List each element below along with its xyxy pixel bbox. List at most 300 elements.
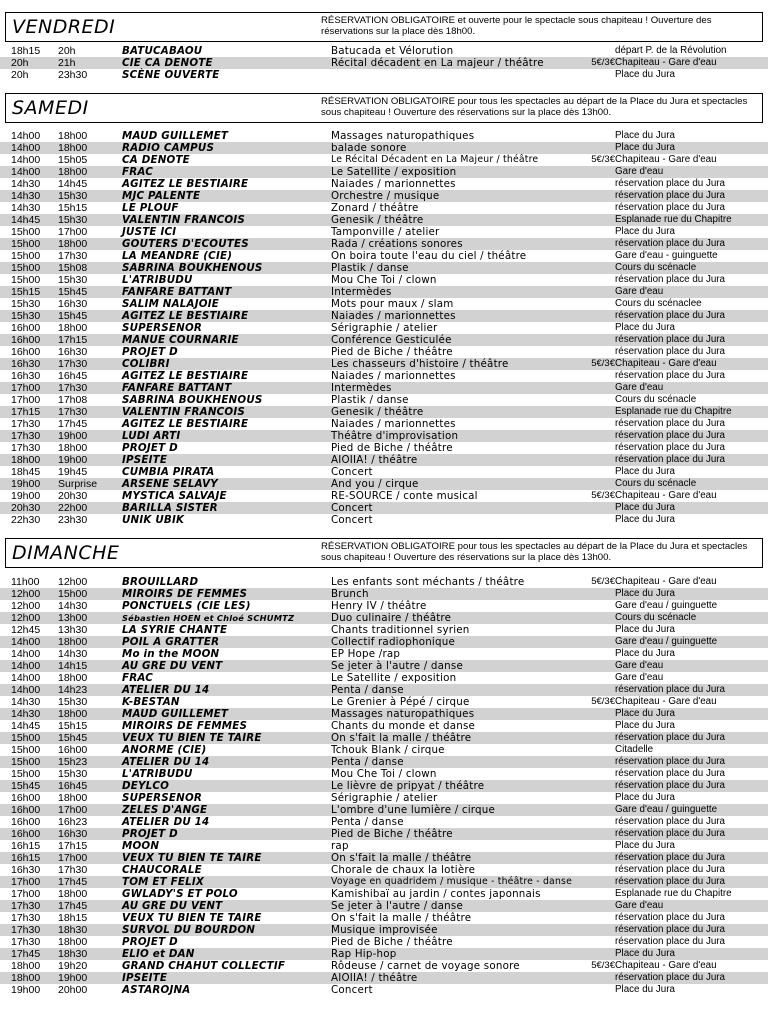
artist-name: ZELES D'ANGE (122, 804, 208, 816)
artist-name: AGITEZ LE BESTIAIRE (122, 370, 249, 382)
artist-name: VEUX TU BIEN TE TAIRE (122, 912, 262, 924)
show-title: Naiades / marionnettes (331, 418, 456, 430)
schedule-row (0, 828, 768, 840)
venue: Gare d'eau / guinguette (615, 804, 718, 815)
schedule-row (0, 178, 768, 190)
start-time: 16h30 (11, 358, 41, 370)
schedule-row (0, 840, 768, 852)
schedule-row (0, 744, 768, 756)
artist-name: VEUX TU BIEN TE TAIRE (122, 732, 262, 744)
artist-name: DEYLCO (122, 780, 170, 792)
venue: Place du Jura (615, 130, 675, 141)
schedule-row (0, 262, 768, 274)
start-time: 18h45 (11, 466, 41, 478)
venue: réservation place du Jura (615, 370, 726, 381)
schedule-row (0, 660, 768, 672)
end-time: 19h00 (58, 430, 88, 442)
start-time: 20h (11, 69, 29, 81)
day-header-samedi (5, 93, 763, 123)
schedule-row (0, 238, 768, 250)
start-time: 15h15 (11, 286, 41, 298)
start-time: 16h00 (11, 816, 41, 828)
end-time: 17h30 (58, 382, 88, 394)
venue: Place du Jura (615, 792, 675, 803)
day-title: SAMEDI (12, 97, 89, 119)
venue: réservation place du Jura (615, 178, 726, 189)
start-time: 17h30 (11, 912, 41, 924)
schedule-row (0, 876, 768, 888)
show-title: EP Hope /rap (331, 648, 401, 660)
artist-name: PROJET D (122, 442, 178, 454)
show-title: On boira toute l'eau du ciel / théâtre (331, 250, 527, 262)
artist-name: SALIM NALAJOIE (122, 298, 219, 310)
end-time: 14h30 (58, 648, 88, 660)
end-time: 18h00 (58, 936, 88, 948)
venue: réservation place du Jura (615, 780, 726, 791)
start-time: 14h00 (11, 648, 41, 660)
price: 5€/3€ (591, 960, 615, 971)
start-time: 18h00 (11, 960, 41, 972)
show-title: Naiades / marionnettes (331, 178, 456, 190)
start-time: 15h45 (11, 780, 41, 792)
end-time: 15h30 (58, 214, 88, 226)
start-time: 16h00 (11, 334, 41, 346)
venue: réservation place du Jura (615, 190, 726, 201)
artist-name: ARSENE SELAVY (122, 478, 218, 490)
start-time: 12h00 (11, 600, 41, 612)
schedule-row (0, 852, 768, 864)
artist-name: MJC PALENTE (122, 190, 201, 202)
show-title: L'ombre d'une lumière / cirque (331, 804, 496, 816)
show-title: RE-SOURCE / conte musical (331, 490, 478, 502)
show-title: Plastik / danse (331, 262, 409, 274)
reservation-note: RÉSERVATION OBLIGATOIRE et ouverte pour le spectacle sous chapiteau ! Ouverture des réservations sur la place dès 18h00. (321, 15, 712, 37)
schedule-row (0, 190, 768, 202)
artist-name: ELIO et DAN (122, 948, 195, 960)
venue: Place du Jura (615, 624, 675, 635)
end-time: 13h30 (58, 624, 88, 636)
venue: réservation place du Jura (615, 334, 726, 345)
schedule-row (0, 45, 768, 57)
schedule-row (0, 430, 768, 442)
start-time: 14h00 (11, 672, 41, 684)
end-time: 15h15 (58, 202, 88, 214)
show-title: Le lièvre de pripyat / théâtre (331, 780, 485, 792)
artist-name: MYSTICA SALVAJE (122, 490, 227, 502)
start-time: 14h30 (11, 190, 41, 202)
start-time: 16h30 (11, 864, 41, 876)
venue: réservation place du Jura (615, 732, 726, 743)
start-time: 17h15 (11, 406, 41, 418)
artist-name: MAUD GUILLEMET (122, 130, 229, 142)
end-time: 23h30 (58, 514, 88, 526)
show-title: Tamponville / atelier (331, 226, 440, 238)
show-title: Penta / danse (331, 756, 404, 768)
venue: réservation place du Jura (615, 238, 726, 249)
artist-name: CA DENOTE (122, 154, 190, 166)
venue: Esplanade rue du Chapitre (615, 406, 732, 417)
show-title: Théâtre d'improvisation (331, 430, 459, 442)
venue: Chapiteau - Gare d'eau (615, 576, 717, 587)
start-time: 15h00 (11, 744, 41, 756)
end-time: 20h30 (58, 490, 88, 502)
venue: Place du Jura (615, 69, 675, 80)
start-time: 16h00 (11, 828, 41, 840)
venue: Place du Jura (615, 708, 675, 719)
venue: Cours du scénacle (615, 612, 697, 623)
schedule-row (0, 792, 768, 804)
artist-name: SABRINA BOUKHENOUS (122, 262, 263, 274)
venue: réservation place du Jura (615, 202, 726, 213)
schedule-row (0, 490, 768, 502)
schedule-row (0, 696, 768, 708)
end-time: 18h30 (58, 924, 88, 936)
start-time: 15h00 (11, 250, 41, 262)
artist-name: PROJET D (122, 828, 178, 840)
schedule-row (0, 202, 768, 214)
end-time: 16h30 (58, 346, 88, 358)
start-time: 20h (11, 57, 29, 69)
schedule-samedi (0, 130, 768, 526)
schedule-row (0, 780, 768, 792)
price: 5€/3€ (591, 696, 615, 707)
schedule-row (0, 226, 768, 238)
show-title: Concert (331, 984, 373, 996)
end-time: 18h30 (58, 948, 88, 960)
end-time: 16h45 (58, 780, 88, 792)
artist-name: BATUCABAOU (122, 45, 203, 57)
show-title: Penta / danse (331, 816, 404, 828)
venue: Place du Jura (615, 226, 675, 237)
artist-name: SUPERSENOR (122, 322, 203, 334)
end-time: 17h15 (58, 840, 88, 852)
artist-name: LE PLOUF (122, 202, 179, 214)
show-title: Chorale de chaux la lotière (331, 864, 476, 876)
artist-name: TOM ET FELIX (122, 876, 205, 888)
end-time: 16h30 (58, 298, 88, 310)
end-time: 16h00 (58, 744, 88, 756)
end-time: 17h45 (58, 900, 88, 912)
show-title: Les enfants sont méchants / théâtre (331, 576, 525, 588)
show-title: Pied de Biche / théâtre (331, 936, 453, 948)
show-title: Concert (331, 466, 373, 478)
venue: Chapiteau - Gare d'eau (615, 696, 717, 707)
artist-name: MAUD GUILLEMET (122, 708, 229, 720)
artist-name: FANFARE BATTANT (122, 286, 232, 298)
show-title: Rap Hip-hop (331, 948, 397, 960)
end-time: 18h00 (58, 142, 88, 154)
venue: réservation place du Jura (615, 876, 726, 887)
schedule-row (0, 466, 768, 478)
artist-name: MOON (122, 840, 160, 852)
end-time: 16h45 (58, 370, 88, 382)
show-title: Intermèdes (331, 382, 392, 394)
schedule-row (0, 900, 768, 912)
show-title: Mou Che Toi / clown (331, 274, 437, 286)
start-time: 16h00 (11, 792, 41, 804)
end-time: 17h00 (58, 226, 88, 238)
show-title: Chants traditionnel syrien (331, 624, 470, 636)
end-time: 18h00 (58, 636, 88, 648)
schedule-row (0, 912, 768, 924)
venue: Cours du scénacle (615, 478, 697, 489)
end-time: 15h45 (58, 310, 88, 322)
schedule-vendredi (0, 45, 768, 81)
show-title: Plastik / danse (331, 394, 409, 406)
artist-name: BROUILLARD (122, 576, 199, 588)
start-time: 17h00 (11, 888, 41, 900)
artist-name: SCÈNE OUVERTE (122, 69, 220, 81)
start-time: 17h00 (11, 876, 41, 888)
end-time: 14h45 (58, 178, 88, 190)
venue: réservation place du Jura (615, 828, 726, 839)
artist-name: JUSTE ICI (122, 226, 177, 238)
artist-name: AU GRE DU VENT (122, 660, 223, 672)
end-time: 15h23 (58, 756, 88, 768)
venue: réservation place du Jura (615, 430, 726, 441)
start-time: 15h00 (11, 274, 41, 286)
schedule-row (0, 322, 768, 334)
artist-name: K-BESTAN (122, 696, 180, 708)
end-time: 18h00 (58, 322, 88, 334)
end-time: 18h00 (58, 442, 88, 454)
artist-name: SUPERSENOR (122, 792, 203, 804)
schedule-row (0, 406, 768, 418)
end-time: 18h00 (58, 888, 88, 900)
venue: réservation place du Jura (615, 924, 726, 935)
venue: Citadelle (615, 744, 654, 755)
artist-name: ASTAROJNA (122, 984, 191, 996)
artist-name: LA MEANDRE (CIE) (122, 250, 233, 262)
show-title: And you / cirque (331, 478, 419, 490)
show-title: Concert (331, 502, 373, 514)
schedule-row (0, 636, 768, 648)
venue: réservation place du Jura (615, 912, 726, 923)
venue: Chapiteau - Gare d'eau (615, 358, 717, 369)
end-time: 17h15 (58, 334, 88, 346)
end-time: 20h (58, 45, 76, 57)
venue: réservation place du Jura (615, 756, 726, 767)
artist-name: SURVOL DU BOURDON (122, 924, 256, 936)
end-time: 19h45 (58, 466, 88, 478)
show-title: Kamishibaï au jardin / contes japonnais (331, 888, 541, 900)
show-title: Rôdeuse / carnet de voyage sonore (331, 960, 520, 972)
schedule-row (0, 274, 768, 286)
artist-name: CHAUCORALE (122, 864, 202, 876)
artist-name: L'ATRIBUDU (122, 768, 193, 780)
artist-name: IPSEITE (122, 454, 168, 466)
start-time: 19h00 (11, 984, 41, 996)
reservation-note: RÉSERVATION OBLIGATOIRE pour tous les spectacles au départ de la Place du Jura et spectacles sous chapiteau ! Ouverture des réservations sur la place dès 13h00. (321, 96, 748, 118)
show-title: Sérigraphie / atelier (331, 322, 438, 334)
schedule-row (0, 576, 768, 588)
show-title: Pied de Biche / théâtre (331, 442, 453, 454)
price: 5€/3€ (591, 57, 615, 68)
show-title: Batucada et Vélorution (331, 45, 454, 57)
end-time: 15h08 (58, 262, 88, 274)
end-time: 17h08 (58, 394, 88, 406)
show-title: AIOIIA! / théâtre (331, 972, 418, 984)
start-time: 11h00 (11, 576, 40, 588)
show-title: Pied de Biche / théâtre (331, 346, 453, 358)
schedule-row (0, 310, 768, 322)
schedule-row (0, 888, 768, 900)
schedule-row (0, 382, 768, 394)
venue: Gare d'eau (615, 166, 664, 177)
venue: Chapiteau - Gare d'eau (615, 57, 717, 68)
venue: Gare d'eau / guinguette (615, 600, 718, 611)
venue: Cours du scénacle (615, 394, 697, 405)
schedule-row (0, 720, 768, 732)
start-time: 17h30 (11, 936, 41, 948)
venue: réservation place du Jura (615, 768, 726, 779)
start-time: 15h30 (11, 310, 41, 322)
schedule-row (0, 478, 768, 490)
show-title: Le Récital Décadent en La Majeur / théâtre (331, 154, 539, 165)
end-time: 18h00 (58, 708, 88, 720)
show-title: Duo culinaire / théâtre (331, 612, 452, 624)
artist-name: GWLADY'S ET POLO (122, 888, 238, 900)
show-title: Massages naturopathiques (331, 708, 475, 720)
schedule-dimanche (0, 576, 768, 996)
venue: Place du Jura (615, 948, 675, 959)
schedule-row (0, 130, 768, 142)
artist-name: IPSEITE (122, 972, 168, 984)
day-header-dimanche (5, 538, 763, 568)
venue: réservation place du Jura (615, 454, 726, 465)
show-title: Naiades / marionnettes (331, 310, 456, 322)
end-time: 13h00 (58, 612, 88, 624)
start-time: 15h00 (11, 262, 41, 274)
end-time: 15h30 (58, 768, 88, 780)
schedule-row (0, 298, 768, 310)
show-title: On s'fait la malle / théâtre (331, 912, 472, 924)
artist-name: PROJET D (122, 346, 178, 358)
end-time: 21h (58, 57, 76, 69)
venue: Gare d'eau (615, 900, 664, 911)
show-title: Genesik / théâtre (331, 406, 424, 418)
start-time: 15h00 (11, 768, 41, 780)
day-header-vendredi (5, 12, 763, 42)
artist-name: FANFARE BATTANT (122, 382, 232, 394)
start-time: 14h30 (11, 202, 41, 214)
schedule-row (0, 346, 768, 358)
artist-name: LA SYRIE CHANTE (122, 624, 228, 636)
start-time: 12h00 (11, 588, 41, 600)
show-title: rap (331, 840, 349, 852)
venue: réservation place du Jura (615, 274, 726, 285)
artist-name: MANUE COURNARIE (122, 334, 239, 346)
start-time: 14h30 (11, 708, 41, 720)
show-title: Zonard / théâtre (331, 202, 419, 214)
schedule-row (0, 454, 768, 466)
show-title: Sérigraphie / atelier (331, 792, 438, 804)
schedule-row (0, 57, 768, 69)
show-title: On s'fait la malle / théâtre (331, 732, 472, 744)
end-time: 14h23 (58, 684, 88, 696)
end-time: 15h30 (58, 190, 88, 202)
start-time: 18h00 (11, 972, 41, 984)
start-time: 16h15 (11, 852, 41, 864)
end-time: 14h30 (58, 600, 88, 612)
schedule-row (0, 708, 768, 720)
venue: réservation place du Jura (615, 852, 726, 863)
artist-name: L'ATRIBUDU (122, 274, 193, 286)
start-time: 14h00 (11, 166, 41, 178)
artist-name: Sébastien HOEN et Chloé SCHUMTZ (122, 613, 295, 623)
start-time: 14h00 (11, 636, 41, 648)
start-time: 14h30 (11, 696, 41, 708)
schedule-row (0, 756, 768, 768)
show-title: Voyage en quadridem / musique - théâtre - danse (331, 876, 572, 887)
start-time: 16h15 (11, 840, 41, 852)
price: 5€/3€ (591, 358, 615, 369)
end-time: 19h00 (58, 972, 88, 984)
artist-name: ANORME (CIE) (122, 744, 207, 756)
end-time: 15h15 (58, 720, 88, 732)
schedule-row (0, 142, 768, 154)
day-title: VENDREDI (12, 16, 116, 38)
end-time: 17h30 (58, 358, 88, 370)
artist-name: POIL A GRATTER (122, 636, 220, 648)
artist-name: FRAC (122, 672, 153, 684)
end-time: Surprise (58, 478, 98, 490)
venue: réservation place du Jura (615, 346, 726, 357)
schedule-row (0, 334, 768, 346)
end-time: 18h15 (58, 912, 88, 924)
show-title: Penta / danse (331, 684, 404, 696)
artist-name: GRAND CHAHUT COLLECTIF (122, 960, 286, 972)
show-title: Pied de Biche / théâtre (331, 828, 453, 840)
show-title: Le Satellite / exposition (331, 166, 457, 178)
venue: Esplanade rue du Chapitre (615, 214, 732, 225)
schedule-row (0, 214, 768, 226)
venue: Place du Jura (615, 720, 675, 731)
schedule-row (0, 936, 768, 948)
schedule-row (0, 502, 768, 514)
show-title: Mots pour maux / slam (331, 298, 454, 310)
schedule-row (0, 648, 768, 660)
start-time: 14h00 (11, 154, 41, 166)
end-time: 17h00 (58, 852, 88, 864)
end-time: 22h00 (58, 502, 88, 514)
artist-name: CIE CA DENOTE (122, 57, 213, 69)
show-title: Tchouk Blank / cirque (331, 744, 445, 756)
start-time: 12h45 (11, 624, 41, 636)
start-time: 15h30 (11, 298, 41, 310)
show-title: Conférence Gesticulée (331, 334, 452, 346)
start-time: 17h00 (11, 394, 41, 406)
end-time: 17h30 (58, 250, 88, 262)
start-time: 17h30 (11, 418, 41, 430)
schedule-row (0, 588, 768, 600)
venue: réservation place du Jura (615, 972, 726, 983)
schedule-row (0, 972, 768, 984)
artist-name: AGITEZ LE BESTIAIRE (122, 418, 249, 430)
artist-name: ATELIER DU 14 (122, 756, 210, 768)
end-time: 17h45 (58, 876, 88, 888)
end-time: 15h45 (58, 732, 88, 744)
end-time: 15h00 (58, 588, 88, 600)
show-title: AIOIIA! / théâtre (331, 454, 418, 466)
start-time: 16h00 (11, 804, 41, 816)
start-time: 17h30 (11, 900, 41, 912)
venue: Place du Jura (615, 322, 675, 333)
end-time: 14h15 (58, 660, 88, 672)
venue: Gare d'eau - guinguette (615, 250, 718, 261)
show-title: Se jeter à l'autre / danse (331, 660, 463, 672)
end-time: 19h20 (58, 960, 88, 972)
